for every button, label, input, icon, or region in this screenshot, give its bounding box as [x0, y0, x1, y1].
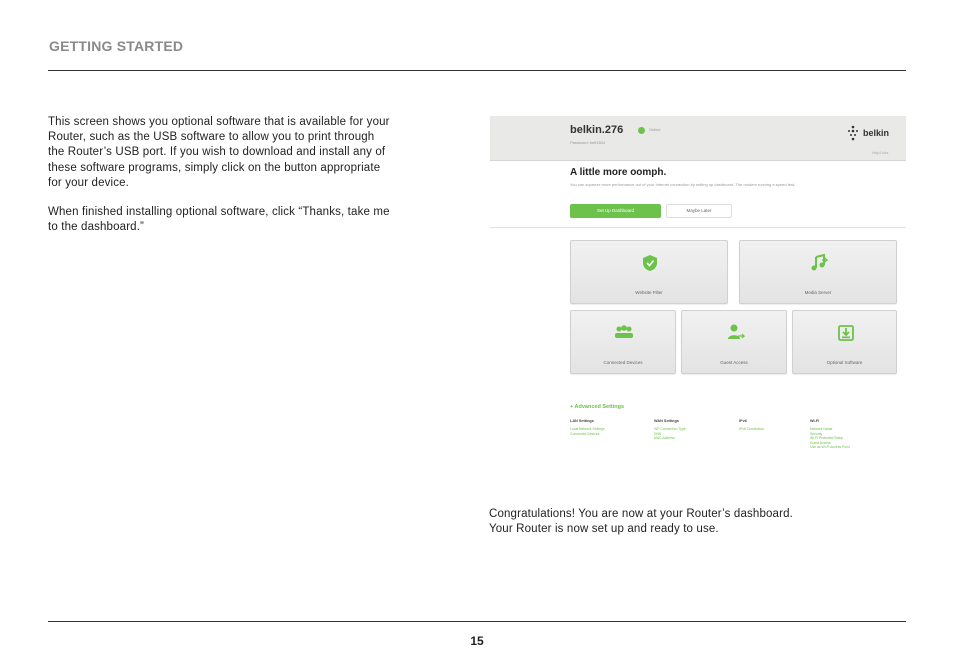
advanced-column-lan	[570, 419, 650, 436]
belkin-logo-icon	[846, 125, 860, 141]
tile-label: Website Filter	[635, 290, 663, 295]
column-heading: WAN Settings	[654, 419, 679, 423]
settings-link[interactable]: Guest Access	[810, 440, 831, 445]
guest-icon	[725, 323, 745, 343]
section-title: GETTING STARTED	[49, 38, 184, 54]
instruction-paragraph-2: When finished installing optional software, click “Thanks, take me to the dashboard.”	[48, 206, 390, 234]
column-heading: LAN Settings	[570, 419, 594, 423]
help-link[interactable]: Help/Links	[872, 151, 889, 155]
tile-connected-devices[interactable]	[570, 310, 676, 374]
tile-label: Connected Devices	[603, 360, 643, 365]
instruction-paragraph-1: This screen shows you optional software that is available for your Router, such as the USB software to allow you to print through the Router’s USB port. If you wish to download and install any of these software programs, simply click on the button appropriate for your device.	[48, 116, 390, 189]
tile-guest-access[interactable]	[681, 310, 787, 374]
caption-line-2: Your Router is now set up and ready to use.	[489, 523, 719, 536]
advanced-column-ipv6	[739, 419, 819, 432]
dashboard-description: You can squeeze more performance out of your Internet connection by setting up dashboard. The modem running a speed test.	[570, 182, 796, 187]
tile-website-filter[interactable]	[570, 240, 728, 304]
caption-text	[489, 507, 869, 537]
download-icon	[836, 323, 856, 343]
bottom-rule	[48, 621, 906, 622]
tile-media-server[interactable]	[739, 240, 897, 304]
settings-link[interactable]: Use as Wi-Fi Access Point	[810, 445, 850, 449]
settings-link[interactable]: Security	[810, 431, 823, 436]
tile-label: Media Server	[804, 290, 832, 295]
settings-link[interactable]: MAC Address	[654, 436, 675, 440]
status-indicator-icon	[638, 127, 645, 134]
dashboard-headline: A little more oomph.	[570, 167, 667, 178]
settings-link[interactable]: Wi-Fi Protected Setup	[810, 436, 844, 440]
caption-line-1: Congratulations! You are now at your Router’s dashboard.	[489, 508, 793, 520]
tile-label: Optional Software	[826, 360, 863, 365]
maybe-later-button[interactable]: Maybe Later	[666, 204, 732, 218]
network-name: belkin.276	[570, 124, 624, 136]
advanced-column-wan	[654, 419, 734, 441]
dashboard-header	[490, 116, 906, 161]
column-heading: IPv6	[739, 419, 747, 423]
settings-link[interactable]: Network Name	[810, 427, 833, 431]
tile-label: Guest Access	[720, 360, 748, 365]
password-line: Password: belf1834	[570, 140, 606, 145]
brand-name: belkin	[863, 128, 890, 138]
shield-icon	[640, 253, 660, 273]
page-number: 15	[470, 634, 484, 648]
status-text: Online	[649, 127, 661, 132]
divider	[490, 227, 906, 228]
column-heading: Wi-Fi	[810, 419, 820, 423]
advanced-settings-toggle[interactable]: + Advanced Settings	[570, 404, 625, 410]
tile-optional-software[interactable]	[792, 310, 897, 374]
settings-link[interactable]: ISP Connection Type	[654, 427, 686, 431]
brand-logo	[846, 125, 902, 141]
settings-link[interactable]: Local Network Settings	[570, 427, 605, 431]
top-rule	[48, 70, 906, 71]
set-up-dashboard-button[interactable]: Set Up Dashboard	[570, 204, 661, 218]
music-note-icon	[809, 253, 829, 273]
settings-link[interactable]: IPv6 Connection	[739, 427, 764, 431]
settings-link[interactable]: Connected Devices	[570, 431, 600, 436]
devices-icon	[613, 323, 635, 341]
dashboard-screenshot	[490, 116, 906, 463]
advanced-column-wifi	[810, 419, 890, 450]
settings-link[interactable]: DNS	[654, 431, 662, 436]
instruction-text	[48, 115, 393, 249]
